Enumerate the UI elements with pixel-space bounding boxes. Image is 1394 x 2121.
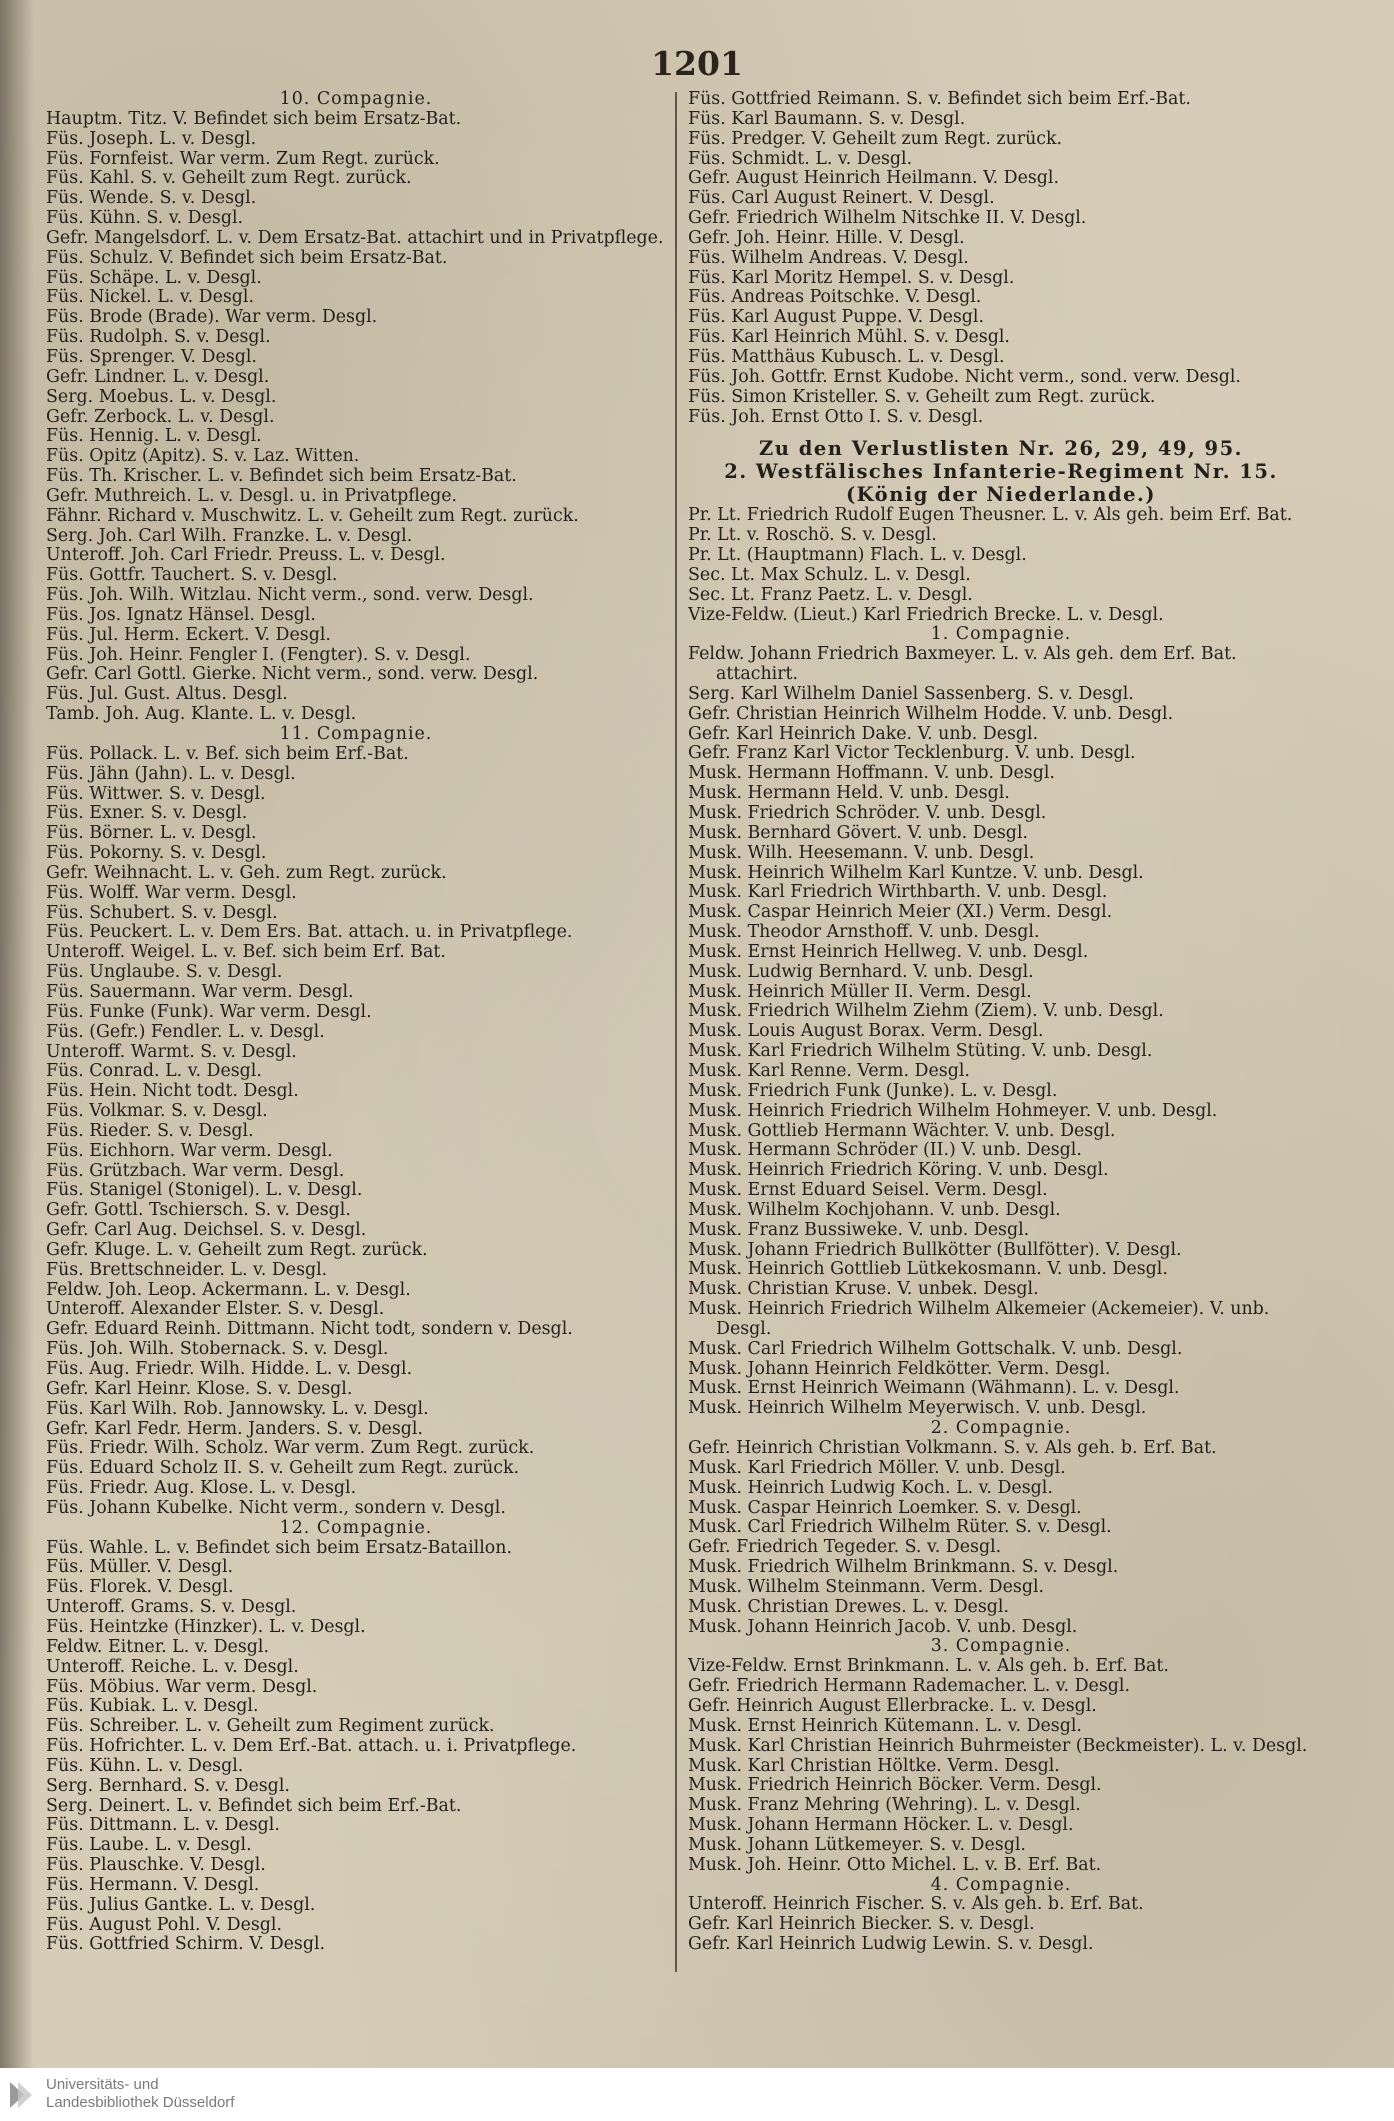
casualty-entry: Füs. Sprenger. V. Desgl. — [46, 347, 257, 367]
casualty-entry: Gefr. Weihnacht. L. v. Geh. zum Regt. zurück. — [46, 863, 447, 883]
casualty-entry: Serg. Bernhard. S. v. Desgl. — [46, 1776, 290, 1796]
section-heading: Zu den Verlustlisten Nr. 26, 29, 49, 95. — [759, 437, 1243, 461]
casualty-entry: Unteroff. Alexander Elster. S. v. Desgl. — [46, 1300, 385, 1320]
casualty-entry: Feldw. Eitner. L. v. Desgl. — [46, 1637, 269, 1657]
library-name-line2: Landesbibliothek Düsseldorf — [46, 2094, 235, 2111]
casualty-entry: Gefr. Heinrich Christian Volkmann. S. v. Als geh. b. Erf. Bat. — [688, 1439, 1217, 1458]
casualty-entry: Musk. Ludwig Bernhard. V. unb. Desgl. — [688, 962, 1034, 982]
casualty-entry: Musk. Friedrich Heinrich Böcker. Verm. Desgl. — [688, 1776, 1102, 1796]
casualty-entry: Füs. Schmidt. L. v. Desgl. — [688, 149, 913, 169]
casualty-entry: Musk. Ernst Heinrich Kütemann. L. v. Desgl. — [688, 1716, 1082, 1736]
casualty-entry: Musk. Theodor Arnsthoff. V. unb. Desgl. — [688, 923, 1040, 943]
casualty-entry: Füs. August Pohl. V. Desgl. — [46, 1915, 283, 1935]
right-column — [688, 90, 1314, 1955]
casualty-entry: Füs. Gottfried Schirm. V. Desgl. — [46, 1935, 326, 1955]
casualty-entry: Fähnr. Richard v. Muschwitz. L. v. Geheilt zum Regt. zurück. — [46, 506, 579, 526]
casualty-entry: Unteroff. Warmt. S. v. Desgl. — [46, 1042, 297, 1062]
casualty-entry: Gefr. Friedrich Wilhelm Nitschke II. V. Desgl. — [688, 209, 1087, 229]
casualty-entry: Musk. Johann Heinrich Jacob. V. unb. Desgl. — [688, 1617, 1078, 1637]
casualty-entry: Füs. Florek. V. Desgl. — [46, 1578, 234, 1598]
casualty-entry: Füs. Kühn. L. v. Desgl. — [46, 1756, 244, 1776]
casualty-entry: Füs. Karl August Puppe. V. Desgl. — [688, 308, 985, 328]
casualty-entry: Füs. Gottfr. Tauchert. S. v. Desgl. — [46, 566, 338, 586]
casualty-entry: Füs. Aug. Friedr. Wilh. Hidde. L. v. Desgl. — [46, 1360, 413, 1379]
casualty-entry: Musk. Joh. Heinr. Otto Michel. L. v. B. Erf. Bat. — [688, 1855, 1102, 1875]
casualty-entry: Füs. Schäpe. L. v. Desgl. — [46, 268, 262, 288]
casualty-entry: Füs. Dittmann. L. v. Desgl. — [46, 1816, 280, 1836]
casualty-entry: Füs. Schreiber. L. v. Geheilt zum Regiment zurück. — [46, 1717, 495, 1737]
casualty-entry: Füs. Rudolph. S. v. Desgl. — [46, 328, 271, 348]
casualty-entry: Füs. Jul. Gust. Altus. Desgl. — [46, 685, 288, 705]
casualty-entry: Füs. Laube. L. v. Desgl. — [46, 1836, 252, 1856]
casualty-entry: Füs. Hein. Nicht todt. Desgl. — [46, 1082, 299, 1102]
company-heading: 2. Compagnie. — [930, 1418, 1072, 1439]
casualty-entry: Gefr. Kluge. L. v. Geheilt zum Regt. zurück. — [46, 1240, 428, 1260]
casualty-entry: Unteroff. Weigel. L. v. Bef. sich beim Erf. Bat. — [46, 943, 446, 963]
casualty-entry: Gefr. Karl Heinrich Biecker. S. v. Desgl. — [688, 1915, 1035, 1935]
casualty-entry: Musk. Louis August Borax. Verm. Desgl. — [688, 1022, 1044, 1042]
casualty-entry: Gefr. Christian Heinrich Wilhelm Hodde. V. unb. Desgl. — [688, 704, 1174, 724]
casualty-entry: Musk. Ernst Heinrich Weimann (Wähmann). L. v. Desgl. — [688, 1379, 1180, 1399]
casualty-entry: Hauptm. Titz. V. Befindet sich beim Ersatz-Bat. — [46, 109, 462, 129]
column-divider — [675, 92, 677, 1972]
casualty-entry: Gefr. Zerbock. L. v. Desgl. — [46, 407, 275, 427]
casualty-entry: Serg. Deinert. L. v. Befindet sich beim Erf.-Bat. — [46, 1796, 462, 1816]
company-heading: 1. Compagnie. — [930, 624, 1072, 645]
ulb-logo-icon — [6, 2076, 40, 2114]
casualty-entry: Füs. Heintzke (Hinzker). L. v. Desgl. — [46, 1617, 366, 1637]
casualty-entry: Musk. Johann Friedrich Bullkötter (Bullfötter). V. Desgl. — [688, 1240, 1182, 1260]
casualty-entry: Musk. Wilhelm Kochjohann. V. unb. Desgl. — [688, 1200, 1061, 1220]
casualty-entry: Musk. Gottlieb Hermann Wächter. V. unb. Desgl. — [688, 1121, 1116, 1141]
casualty-entry: Musk. Ernst Eduard Seisel. Verm. Desgl. — [688, 1181, 1048, 1201]
section-heading: 2. Westfälisches Infanterie-Regiment Nr. 15. — [724, 460, 1278, 484]
casualty-entry: Musk. Friedrich Schröder. V. unb. Desgl. — [688, 804, 1047, 823]
casualty-entry: Musk. Johann Lütkemeyer. S. v. Desgl. — [688, 1835, 1026, 1855]
casualty-entry: Musk. Karl Christian Höltke. Verm. Desgl. — [688, 1756, 1060, 1776]
casualty-entry: Musk. Wilhelm Steinmann. Verm. Desgl. — [688, 1577, 1045, 1597]
casualty-entry: Gefr. Mangelsdorf. L. v. Dem Ersatz-Bat. attachirt und in Privatpflege. — [46, 227, 664, 248]
casualty-entry: Musk. Heinrich Friedrich Wilhelm Hohmeyer. V. unb. Desgl. — [688, 1101, 1218, 1121]
casualty-entry: Füs. Jos. Ignatz Hänsel. Desgl. — [46, 605, 316, 625]
casualty-entry: Musk. Karl Friedrich Wilhelm Stüting. V. unb. Desgl. — [688, 1042, 1153, 1062]
library-name — [46, 2076, 234, 2112]
casualty-entry: Füs. Wende. S. v. Desgl. — [46, 189, 257, 209]
casualty-entry: Vize-Feldw. (Lieut.) Karl Friedrich Brecke. L. v. Desgl. — [688, 605, 1164, 625]
casualty-entry: Gefr. August Heinrich Heilmann. V. Desgl. — [688, 169, 1060, 189]
casualty-entry: Gefr. Carl Aug. Deichsel. S. v. Desgl. — [46, 1221, 367, 1241]
casualty-entry: Füs. Joh. Gottfr. Ernst Kudobe. Nicht verm., sond. verw. Desgl. — [688, 367, 1241, 387]
casualty-entry: Füs. Brode (Brade). War verm. Desgl. — [46, 308, 378, 328]
casualty-entry: Sec. Lt. Franz Paetz. L. v. Desgl. — [688, 585, 973, 605]
casualty-entry: Füs. Möbius. War verm. Desgl. — [46, 1677, 318, 1697]
casualty-entry: Füs. Karl Baumann. S. v. Desgl. — [688, 109, 966, 129]
casualty-entry: Musk. Johann Heinrich Feldkötter. Verm. Desgl. — [688, 1359, 1111, 1379]
casualty-entry: Füs. Karl Heinrich Mühl. S. v. Desgl. — [688, 328, 1010, 348]
casualty-entry: Musk. Caspar Heinrich Loemker. S. v. Desgl. — [688, 1498, 1082, 1518]
casualty-entry: Füs. Rieder. S. v. Desgl. — [46, 1121, 254, 1141]
casualty-entry: Füs. Hofrichter. L. v. Dem Erf.-Bat. attach. u. i. Privatpflege. — [46, 1737, 577, 1757]
casualty-entry: Füs. Th. Krischer. L. v. Befindet sich beim Ersatz-Bat. — [46, 467, 517, 487]
casualty-entry: Pr. Lt. v. Roschö. S. v. Desgl. — [688, 526, 937, 546]
casualty-entry: Musk. Karl Christian Heinrich Buhrmeister (Beckmeister). L. v. Desgl. — [688, 1736, 1308, 1756]
casualty-entry: Tamb. Joh. Aug. Klante. L. v. Desgl. — [46, 705, 357, 725]
casualty-entry: Füs. Jul. Herm. Eckert. V. Desgl. — [46, 625, 331, 645]
casualty-entry: Füs. Opitz (Apitz). S. v. Laz. Witten. — [46, 447, 360, 467]
casualty-entry: Gefr. Joh. Heinr. Hille. V. Desgl. — [688, 228, 965, 248]
casualty-entry: Musk. Hermann Held. V. unb. Desgl. — [688, 784, 1010, 804]
casualty-entry: Füs. Kühn. S. v. Desgl. — [46, 209, 244, 229]
casualty-entry: Füs. Kubiak. L. v. Desgl. — [46, 1697, 259, 1717]
casualty-entry: Füs. Börner. L. v. Desgl. — [46, 824, 257, 844]
casualty-entry: Füs. Eduard Scholz II. S. v. Geheilt zum Regt. zurück. — [46, 1459, 520, 1479]
casualty-entry: Gefr. Gottl. Tschiersch. S. v. Desgl. — [46, 1201, 351, 1221]
left-column — [46, 90, 666, 1955]
company-heading: 10. Compagnie. — [279, 89, 433, 109]
casualty-entry: Gefr. Eduard Reinh. Dittmann. Nicht todt, sondern v. Desgl. — [46, 1320, 573, 1340]
page-number: 1201 — [651, 44, 743, 83]
casualty-entry: Unteroff. Heinrich Fischer. S. v. Als geh. b. Erf. Bat. — [688, 1895, 1144, 1915]
casualty-entry: Musk. Franz Bussiweke. V. unb. Desgl. — [688, 1220, 1030, 1240]
casualty-entry: Gefr. Franz Karl Victor Tecklenburg. V. unb. Desgl. — [688, 744, 1136, 764]
casualty-entry: Füs. Joseph. L. v. Desgl. — [46, 129, 257, 149]
casualty-entry: Musk. Heinrich Wilhelm Karl Kuntze. V. unb. Desgl. — [688, 863, 1144, 883]
casualty-entry: Füs. Wittwer. S. v. Desgl. — [46, 784, 266, 804]
casualty-entry: Musk. Bernhard Gövert. V. unb. Desgl. — [688, 823, 1029, 843]
casualty-entry: Füs. Carl August Reinert. V. Desgl. — [688, 189, 995, 209]
casualty-entry: Füs. Wilhelm Andreas. V. Desgl. — [688, 248, 969, 268]
casualty-entry: Gefr. Karl Heinrich Dake. V. unb. Desgl. — [688, 724, 1039, 744]
company-heading: 3. Compagnie. — [930, 1636, 1072, 1657]
casualty-entry: Serg. Karl Wilhelm Daniel Sassenberg. S. v. Desgl. — [688, 684, 1134, 704]
casualty-entry: Unteroff. Joh. Carl Friedr. Preuss. L. v. Desgl. — [46, 546, 446, 566]
casualty-entry: Musk. Hermann Hoffmann. V. unb. Desgl. — [688, 764, 1055, 784]
library-footer — [0, 2068, 1394, 2121]
casualty-entry: Pr. Lt. (Hauptmann) Flach. L. v. Desgl. — [688, 546, 1027, 566]
casualty-entry: Füs. Joh. Heinr. Fengler I. (Fengter). S. v. Desgl. — [46, 645, 471, 665]
casualty-entry: Gefr. Karl Heinrich Ludwig Lewin. S. v. Desgl. — [688, 1935, 1094, 1955]
casualty-entry: Musk. Johann Hermann Höcker. L. v. Desgl. — [688, 1816, 1074, 1836]
casualty-entry: Füs. Sauermann. War verm. Desgl. — [46, 982, 354, 1002]
casualty-entry: Gefr. Karl Fedr. Herm. Janders. S. v. Desgl. — [46, 1419, 423, 1439]
casualty-entry: Musk. Heinrich Gottlieb Lütkekosmann. V. unb. Desgl. — [688, 1260, 1168, 1280]
casualty-entry: Musk. Ernst Heinrich Hellweg. V. unb. Desgl. — [688, 942, 1089, 962]
casualty-entry: Feldw. Joh. Leop. Ackermann. L. v. Desgl. — [46, 1280, 411, 1300]
casualty-entry: Füs. Brettschneider. L. v. Desgl. — [46, 1260, 328, 1280]
casualty-entry: Füs. Hermann. V. Desgl. — [46, 1875, 260, 1895]
casualty-entry: Füs. Joh. Wilh. Stobernack. S. v. Desgl. — [46, 1340, 389, 1360]
casualty-entry: Füs. Eichhorn. War verm. Desgl. — [46, 1141, 333, 1161]
casualty-entry: Musk. Friedrich Funk (Junke). L. v. Desgl. — [688, 1081, 1058, 1101]
casualty-entry: Musk. Wilh. Heesemann. V. unb. Desgl. — [688, 843, 1035, 863]
casualty-entry: Füs. Julius Gantke. L. v. Desgl. — [46, 1895, 316, 1915]
casualty-entry: Musk. Heinrich Wilhelm Meyerwisch. V. unb. Desgl. — [688, 1399, 1147, 1419]
casualty-entry: Musk. Carl Friedrich Wilhelm Rüter. S. v. Desgl. — [688, 1518, 1112, 1538]
casualty-entry: Füs. Joh. Ernst Otto I. S. v. Desgl. — [688, 407, 984, 427]
casualty-entry: Füs. Peuckert. L. v. Dem Ers. Bat. attach. u. in Privatpflege. — [46, 923, 573, 943]
casualty-entry: Füs. Andreas Poitschke. V. Desgl. — [688, 288, 982, 308]
casualty-entry: Musk. Heinrich Müller II. Verm. Desgl. — [688, 982, 1032, 1002]
casualty-entry: Serg. Moebus. L. v. Desgl. — [46, 387, 277, 407]
casualty-entry: Unteroff. Reiche. L. v. Desgl. — [46, 1657, 299, 1677]
spacer — [688, 427, 1314, 437]
casualty-entry: Musk. Franz Mehring (Wehring). L. v. Desgl. — [688, 1796, 1081, 1816]
casualty-entry: Musk. Christian Drewes. L. v. Desgl. — [688, 1597, 1009, 1617]
casualty-entry: Serg. Joh. Carl Wilh. Franzke. L. v. Desgl. — [46, 526, 413, 546]
casualty-entry: Musk. Carl Friedrich Wilhelm Gottschalk. V. unb. Desgl. — [688, 1339, 1183, 1359]
casualty-entry: Füs. Karl Moritz Hempel. S. v. Desgl. — [688, 268, 1015, 288]
casualty-entry: Füs. Johann Kubelke. Nicht verm., sondern v. Desgl. — [46, 1498, 506, 1518]
casualty-entry: Füs. Hennig. L. v. Desgl. — [46, 427, 262, 447]
casualty-entry: Unteroff. Grams. S. v. Desgl. — [46, 1598, 297, 1618]
casualty-entry: Pr. Lt. Friedrich Rudolf Eugen Theusner. L. v. Als geh. beim Erf. Bat. — [688, 505, 1293, 526]
casualty-entry: Füs. Plauschke. V. Desgl. — [46, 1856, 266, 1876]
casualty-entry: Musk. Heinrich Friedrich Köring. V. unb. Desgl. — [688, 1161, 1109, 1181]
casualty-entry: Füs. Predger. V. Geheilt zum Regt. zurück. — [688, 129, 1063, 149]
casualty-entry: Sec. Lt. Max Schulz. L. v. Desgl. — [688, 565, 971, 585]
page-edge-shadow — [0, 0, 34, 2121]
casualty-entry: Feldw. Johann Friedrich Baxmeyer. L. v. Als geh. dem Erf. Bat. attachirt. — [688, 644, 1237, 685]
casualty-entry: Musk. Hermann Schröder (II.) V. unb. Desgl. — [688, 1141, 1082, 1161]
casualty-entry: Füs. Grützbach. War verm. Desgl. — [46, 1161, 345, 1181]
casualty-entry: Musk. Karl Renne. Verm. Desgl. — [688, 1061, 970, 1081]
casualty-entry: Gefr. Muthreich. L. v. Desgl. u. in Privatpflege. — [46, 486, 458, 506]
casualty-entry: Füs. Funke (Funk). War verm. Desgl. — [46, 1002, 372, 1022]
casualty-entry: Füs. Exner. S. v. Desgl. — [46, 804, 248, 824]
casualty-entry: Musk. Heinrich Ludwig Koch. L. v. Desgl. — [688, 1478, 1053, 1498]
casualty-entry: Füs. Schulz. V. Befindet sich beim Ersatz-Bat. — [46, 248, 448, 268]
casualty-entry: Füs. Pollack. L. v. Bef. sich beim Erf.-Bat. — [46, 744, 409, 764]
casualty-entry: Gefr. Lindner. L. v. Desgl. — [46, 367, 270, 387]
casualty-entry: Musk. Friedrich Wilhelm Brinkmann. S. v. Desgl. — [688, 1558, 1119, 1578]
casualty-entry: Füs. Kahl. S. v. Geheilt zum Regt. zurück. — [46, 169, 412, 189]
casualty-entry: Musk. Karl Friedrich Wirthbarth. V. unb. Desgl. — [688, 883, 1108, 903]
casualty-entry: Musk. Friedrich Wilhelm Ziehm (Ziem). V. unb. Desgl. — [688, 1002, 1164, 1022]
casualty-entry: Gefr. Karl Heinr. Klose. S. v. Desgl. — [46, 1379, 353, 1399]
casualty-entry: Füs. Friedr. Wilh. Scholz. War verm. Zum Regt. zurück. — [46, 1439, 535, 1459]
casualty-entry: Gefr. Carl Gottl. Gierke. Nicht verm., sond. verw. Desgl. — [46, 665, 539, 685]
casualty-entry: Musk. Christian Kruse. V. unbek. Desgl. — [688, 1280, 1039, 1300]
casualty-entry: Füs. (Gefr.) Fendler. L. v. Desgl. — [46, 1022, 325, 1042]
company-heading: 11. Compagnie. — [279, 724, 433, 744]
casualty-entry: Füs. Matthäus Kubusch. L. v. Desgl. — [688, 347, 1005, 367]
company-heading: 12. Compagnie. — [279, 1517, 433, 1538]
casualty-entry: Musk. Karl Friedrich Möller. V. unb. Desgl. — [688, 1458, 1066, 1478]
casualty-entry: Gefr. Heinrich August Ellerbracke. L. v. Desgl. — [688, 1696, 1097, 1716]
company-heading: 4. Compagnie. — [930, 1874, 1072, 1895]
casualty-entry: Füs. Conrad. L. v. Desgl. — [46, 1062, 262, 1082]
casualty-entry: Füs. Karl Wilh. Rob. Jannowsky. L. v. Desgl. — [46, 1399, 429, 1419]
casualty-entry: Füs. Volkmar. S. v. Desgl. — [46, 1102, 268, 1122]
casualty-entry: Gefr. Friedrich Hermann Rademacher. L. v. Desgl. — [688, 1677, 1130, 1697]
casualty-entry: Füs. Schubert. S. v. Desgl. — [46, 903, 278, 923]
casualty-entry: Füs. Wahle. L. v. Befindet sich beim Ersatz-Bataillon. — [46, 1538, 512, 1558]
casualty-entry: Füs. Gottfried Reimann. S. v. Befindet sich beim Erf.-Bat. — [688, 90, 1191, 109]
casualty-entry: Füs. Joh. Wilh. Witzlau. Nicht verm., sond. verw. Desgl. — [46, 586, 534, 606]
casualty-entry: Vize-Feldw. Ernst Brinkmann. L. v. Als geh. b. Erf. Bat. — [688, 1657, 1169, 1677]
casualty-entry: Füs. Friedr. Aug. Klose. L. v. Desgl. — [46, 1479, 357, 1499]
casualty-entry: Füs. Pokorny. S. v. Desgl. — [46, 844, 267, 864]
library-name-line1: Universitäts- und — [46, 2076, 159, 2093]
casualty-entry: Füs. Unglaube. S. v. Desgl. — [46, 963, 283, 983]
casualty-entry: Füs. Simon Kristeller. S. v. Geheilt zum Regt. zurück. — [688, 387, 1156, 407]
casualty-entry: Füs. Müller. V. Desgl. — [46, 1558, 234, 1578]
casualty-entry: Musk. Caspar Heinrich Meier (XI.) Verm. Desgl. — [688, 903, 1113, 923]
casualty-entry: Gefr. Friedrich Tegeder. S. v. Desgl. — [688, 1538, 1002, 1558]
casualty-entry: Füs. Stanigel (Stonigel). L. v. Desgl. — [46, 1181, 363, 1201]
casualty-entry: Musk. Heinrich Friedrich Wilhelm Alkemeier (Ackemeier). V. unb. Desgl. — [688, 1299, 1270, 1339]
section-heading: (König der Niederlande.) — [845, 483, 1157, 507]
casualty-entry: Füs. Nickel. L. v. Desgl. — [46, 288, 255, 308]
casualty-entry: Füs. Wolff. War verm. Desgl. — [46, 883, 297, 903]
casualty-entry: Füs. Jähn (Jahn). L. v. Desgl. — [46, 764, 296, 784]
casualty-entry: Füs. Fornfeist. War verm. Zum Regt. zurück. — [46, 149, 440, 169]
